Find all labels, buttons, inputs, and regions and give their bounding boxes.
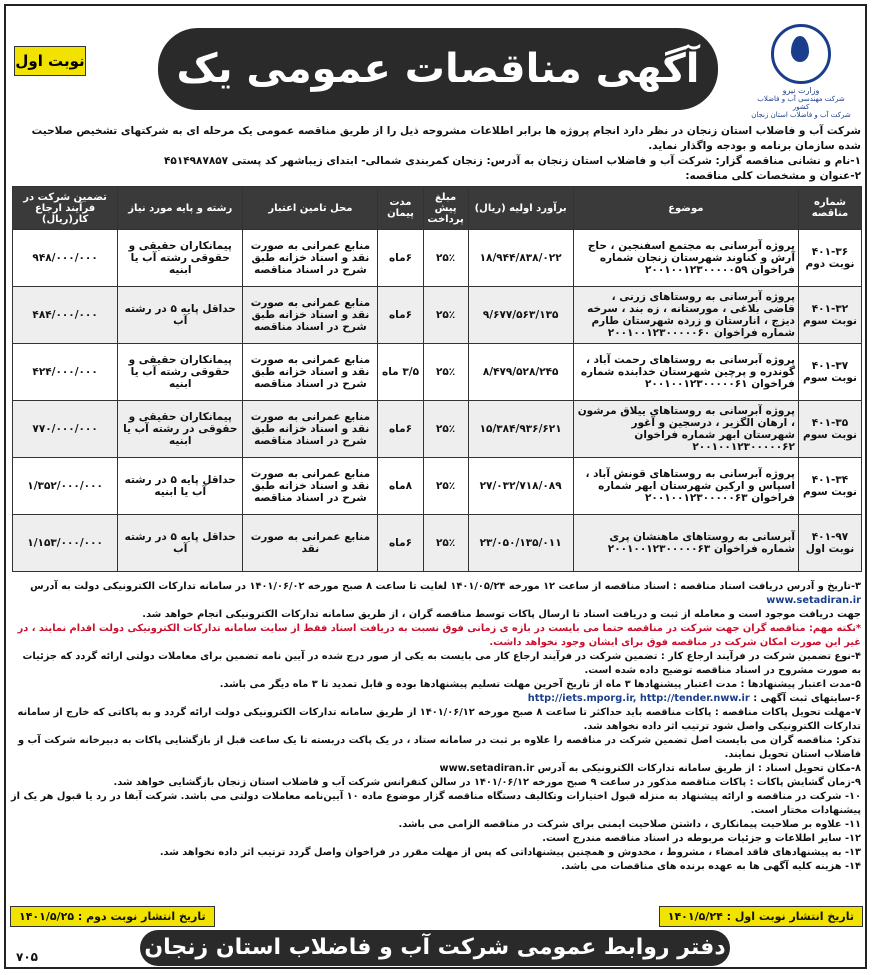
clause-3 bbox=[11, 580, 861, 608]
tender-estimate: ۹/۶۷۷/۵۶۳/۱۳۵ bbox=[468, 287, 573, 344]
tender-prepay: ۲۵٪ bbox=[423, 401, 468, 458]
tender-fund: منابع عمرانی به صورت نقد و اسناد خزانه طبق شرح در اسناد مناقصه bbox=[243, 458, 378, 515]
tender-number: ۴۰۱-۳۶ نوبت دوم bbox=[798, 230, 861, 287]
second-publish-date: تاریخ انتشار نوبت دوم : ۱۴۰۱/۵/۲۵ bbox=[10, 906, 215, 927]
clause-7: ۷-مهلت تحویل پاکات مناقصه : پاکات مناقصه باید حداکثر تا ساعت ۸ صبح مورخه ۱۴۰۱/۰۶/۱۲ از طریق سامانه تدارکات الکترونیکی دولت ارائه گردد و به پاکاتی که خارج از سامانه تدارکات الکترونیکی واصل شود ترتیب اثر داده نخواهد شد. bbox=[17, 707, 861, 732]
tender-fund: منابع عمرانی به صورت نقد و اسناد خزانه طبق شرح در اسناد مناقصه bbox=[243, 230, 378, 287]
tender-fund: منابع عمرانی به صورت نقد bbox=[243, 515, 378, 572]
registration-sites-link[interactable]: http://iets.mporg.ir, http://tender.nww.ir bbox=[527, 693, 750, 704]
tender-field: پیمانکاران حقیقی و حقوقی رشته آب یا ابنیه bbox=[118, 230, 243, 287]
tender-number: ۴۰۱-۳۲ نوبت سوم bbox=[798, 287, 861, 344]
tender-guarantee: ۴۲۴/۰۰۰/۰۰۰ bbox=[13, 344, 118, 401]
tender-duration: ۸ماه bbox=[378, 458, 423, 515]
logo-company: شرکت مهندسی آب و فاضلاب کشور bbox=[757, 95, 845, 111]
tender-clauses bbox=[11, 580, 861, 874]
tender-estimate: ۱۸/۹۴۴/۸۳۸/۰۲۲ bbox=[468, 230, 573, 287]
clause-11: ۱۱- علاوه بر صلاحیت پیمانکاری ، داشتن صلاحیت ایمنی برای شرکت در مناقصه الزامی می باشد. bbox=[398, 819, 861, 830]
tender-estimate: ۱۵/۳۸۴/۹۳۶/۶۲۱ bbox=[468, 401, 573, 458]
clause-13: ۱۳- به پیشنهادهای فاقد امضاء ، مشروط ، مخدوش و همچنین پیشنهاداتی که پس از مهلت مقرر در فراخوان واصل گردد ترتیب اثر داده نخواهد شد. bbox=[159, 847, 861, 858]
tender-duration: ۶ماه bbox=[378, 230, 423, 287]
tender-field: حداقل پایه ۵ در رشته آب یا ابنیه bbox=[118, 458, 243, 515]
tender-subject: پروژه آبرسانی به روستاهای رحمت آباد ، گوندره و پرچین شهرستان خدابنده شماره فراخوان ۲۰۰۱۰۰۱۲۳۰۰۰۰۰۶۱ bbox=[573, 344, 798, 401]
col-header-number: شماره مناقصه bbox=[798, 187, 861, 230]
tender-fund: منابع عمرانی به صورت نقد و اسناد خزانه طبق شرح در اسناد مناقصه bbox=[243, 287, 378, 344]
logo-ministry: وزارت نیرو bbox=[782, 86, 820, 95]
tender-field: پیمانکاران حقیقی و حقوقی رشته آب یا ابنیه bbox=[118, 344, 243, 401]
col-header-duration: مدت پیمان bbox=[378, 187, 423, 230]
intro-text bbox=[11, 124, 861, 184]
tender-duration: ۳/۵ ماه bbox=[378, 344, 423, 401]
public-relations-footer: دفتر روابط عمومی شرکت آب و فاضلاب استان زنجان bbox=[140, 930, 730, 966]
tender-guarantee: ۱/۱۵۳/۰۰۰/۰۰۰ bbox=[13, 515, 118, 572]
table-row bbox=[13, 287, 862, 344]
logo-province: شرکت آب و فاضلاب استان زنجان bbox=[751, 111, 851, 119]
water-drop-icon bbox=[771, 24, 831, 84]
setadiran-link[interactable]: www.setadiran.ir bbox=[766, 595, 861, 606]
tender-duration: ۶ماه bbox=[378, 401, 423, 458]
col-header-prepay: مبلغ پیش پرداخت bbox=[423, 187, 468, 230]
nobat-badge: نوبت اول bbox=[14, 46, 86, 76]
table-row bbox=[13, 458, 862, 515]
tenders-table bbox=[12, 186, 862, 572]
col-header-estimate: برآورد اولیه (ریال) bbox=[468, 187, 573, 230]
table-header-row bbox=[13, 187, 862, 230]
tender-fund: منابع عمرانی به صورت نقد و اسناد خزانه طبق شرح در اسناد مناقصه bbox=[243, 344, 378, 401]
clause-12: ۱۲- سایر اطلاعات و جزئیات مربوطه در اسناد مناقصه مندرج است. bbox=[542, 833, 861, 844]
tender-prepay: ۲۵٪ bbox=[423, 230, 468, 287]
first-publish-date: تاریخ انتشار نوبت اول : ۱۴۰۱/۵/۲۴ bbox=[659, 906, 863, 927]
tender-estimate: ۲۷/۰۳۲/۷۱۸/۰۸۹ bbox=[468, 458, 573, 515]
page-number: ۷۰۵ bbox=[16, 950, 38, 964]
clause-10: ۱۰- شرکت در مناقصه و ارائه پیشنهاد به منزله قبول اختیارات وتکالیف دستگاه مناقصه گزار موضوع ماده ۱۰ آیین‌نامه معاملات دولتی می باشد. شرکت آبفا در رد یا قبول هر یک از پیشنهادات مختار است. bbox=[11, 791, 861, 816]
clause-6 bbox=[11, 692, 861, 706]
col-header-field: رشته و پایه مورد نیاز bbox=[118, 187, 243, 230]
tender-prepay: ۲۵٪ bbox=[423, 287, 468, 344]
tender-guarantee: ۱/۳۵۲/۰۰۰/۰۰۰ bbox=[13, 458, 118, 515]
col-header-guarantee: تضمین شرکت در فرآیند ارجاع کار(ریال) bbox=[13, 187, 118, 230]
table-row bbox=[13, 344, 862, 401]
clause-3-continued: جهت دریافت موجود است و معامله از ثبت و دریافت اسناد تا ارسال پاکات توسط مناقصه گران ، از طریق سامانه تدارکات الکترونیکی انجام خواهد شد. bbox=[142, 609, 861, 620]
tender-number: ۴۰۱-۳۷ نوبت سوم bbox=[798, 344, 861, 401]
tender-number: ۴۰۱-۹۷ نوبت اول bbox=[798, 515, 861, 572]
ad-title: آگهی مناقصات عمومی یک مرحله‌ای bbox=[158, 28, 718, 110]
tender-prepay: ۲۵٪ bbox=[423, 344, 468, 401]
tender-prepay: ۲۵٪ bbox=[423, 515, 468, 572]
clause-3-text: ۳-تاریخ و آدرس دریافت اسناد مناقصه : اسناد مناقصه از ساعت ۱۲ مورخه ۱۴۰۱/۰۵/۲۴ لغایت تا ساعت ۸ صبح مورخه ۱۴۰۱/۰۶/۰۲ در سامانه تدارکات الکترونیکی دولت به آدرس bbox=[30, 581, 861, 592]
tender-estimate: ۲۳/۰۵۰/۱۳۵/۰۱۱ bbox=[468, 515, 573, 572]
clause-4: ۴-نوع تضمین شرکت در فرآیند ارجاع کار : تضمین شرکت در فرآیند ارجاع کار می بایست به یکی از صور درج شده در آیین نامه تضمین برای معاملات دولتی ارائه گردد که جزئیات به صورت مشروح در اسناد مناقصه توضیح داده شده است. bbox=[22, 651, 861, 676]
tender-prepay: ۲۵٪ bbox=[423, 458, 468, 515]
tender-duration: ۶ماه bbox=[378, 287, 423, 344]
tender-subject: پروژه آبرسانی به روستاهای قونش آباد ، اسپاس و ارکین شهرستان ابهر شماره فراخوان ۲۰۰۱۰۰۱۲۳۰۰۰۰۰۶۳ bbox=[573, 458, 798, 515]
tender-guarantee: ۹۴۸/۰۰۰/۰۰۰ bbox=[13, 230, 118, 287]
tender-field: پیمانکاران حقیقی و حقوقی در رشته آب یا ابنیه bbox=[118, 401, 243, 458]
clause-6-label: ۶-سایتهای ثبت آگهی : bbox=[753, 693, 861, 704]
tender-number: ۴۰۱-۳۴ نوبت سوم bbox=[798, 458, 861, 515]
clause-8: ۸-مکان تحویل اسناد : از طریق سامانه تدارکات الکترونیکی به آدرس www.setadiran.ir bbox=[439, 763, 861, 774]
tender-subject: پروژه آبرسانی به روستاهای ییلاق مرشون ، ارهان الگزیر ، درسجین و آغور شهرستان ابهر شماره فراخوان ۲۰۰۱۰۰۱۲۳۰۰۰۰۰۶۲ bbox=[573, 401, 798, 458]
tender-fund: منابع عمرانی به صورت نقد و اسناد خزانه طبق شرح در اسناد مناقصه bbox=[243, 401, 378, 458]
intro-line-2: ۱-نام و نشانی مناقصه گزار: شرکت آب و فاضلاب استان زنجان به آدرس: زنجان کمربندی شمالی- ابتدای زیباشهر کد پستی ۴۵۱۴۹۸۷۸۵۷ bbox=[164, 155, 861, 167]
tender-field: حداقل پایه ۵ در رشته آب bbox=[118, 287, 243, 344]
tender-subject: پروژه آبرسانی به مجتمع اسفنجین ، حاج آرش و کناوند شهرستان زنجان شماره فراخوان ۲۰۰۱۰۰۱۲۳۰۰۰۰۰۵۹ bbox=[573, 230, 798, 287]
tender-number: ۴۰۱-۳۵ نوبت سوم bbox=[798, 401, 861, 458]
col-header-fund: محل تامین اعتبار bbox=[243, 187, 378, 230]
clause-5: ۵-مدت اعتبار پیشنهادها : مدت اعتبار پیشنهادها ۳ ماه از تاریخ آخرین مهلت تسلیم پیشنهادها بوده و قابل تمدید تا ۳ ماه دیگر می باشد. bbox=[219, 679, 861, 690]
clause-9: ۹-زمان گشایش پاکات : پاکات مناقصه مذکور در ساعت ۹ صبح مورخه ۱۴۰۱/۰۶/۱۲ در سالن کنفرانس شرکت آب و فاضلاب استان زنجان بازگشایی خواهد شد. bbox=[113, 777, 861, 788]
tender-field: حداقل پایه ۵ در رشته آب bbox=[118, 515, 243, 572]
table-row bbox=[13, 515, 862, 572]
reminder-note: تذکر: مناقصه گران می بایست اصل تضمین شرکت در مناقصه را علاوه بر ثبت در سامانه ستاد ، در یک پاکت دربسته تا یک ساعت قبل از بازگشایی پاکات به دبیرخانه شرکت آب و فاضلاب استان تحویل نمایند. bbox=[18, 735, 861, 760]
tender-guarantee: ۴۸۴/۰۰۰/۰۰۰ bbox=[13, 287, 118, 344]
tender-guarantee: ۷۷۰/۰۰۰/۰۰۰ bbox=[13, 401, 118, 458]
tender-subject: آبرسانی به روستاهای ماهنشان پری شماره فراخوان ۲۰۰۱۰۰۱۲۳۰۰۰۰۰۶۳ bbox=[573, 515, 798, 572]
company-logo bbox=[751, 24, 851, 119]
important-note: *نکته مهم: مناقصه گران جهت شرکت در مناقصه حتما می بایست در بازه ی زمانی فوق نسبت به دریافت اسناد فقط از سایت سامانه تدارکات الکترونیکی دولت اقدام نمایند ، در غیر این صورت امکان شرکت در مناقصه فوق برای ایشان وجود نخواهد داشت. bbox=[17, 623, 861, 648]
table-row bbox=[13, 230, 862, 287]
tender-subject: پروژه آبرسانی به روستاهای زرنی ، قاضی بلاغی ، مورستانه ، زه بند ، سرخه دیزج ، انارستان و زرده شهرستان طارم شماره فراخوان ۲۰۰۱۰۰۱۲۳۰۰۰۰۰۶۰ bbox=[573, 287, 798, 344]
intro-line-3: ۲-عنوان و مشخصات کلی مناقصه: bbox=[685, 170, 861, 182]
col-header-subject: موضوع bbox=[573, 187, 798, 230]
tender-duration: ۶ماه bbox=[378, 515, 423, 572]
table-row bbox=[13, 401, 862, 458]
clause-14: ۱۴- هزینه کلیه آگهی ها به عهده برنده های مناقصات می باشد. bbox=[561, 861, 861, 872]
tender-estimate: ۸/۴۷۹/۵۲۸/۲۴۵ bbox=[468, 344, 573, 401]
intro-line-1: شرکت آب و فاضلاب استان زنجان در نظر دارد انجام پروژه ها برابر اطلاعات مشروحه ذیل را از طریق مناقصه عمومی یک مرحله ای به شرکتهای تشخیص صلاحیت شده سازمان برنامه و بودجه واگذار نماید. bbox=[31, 125, 861, 152]
